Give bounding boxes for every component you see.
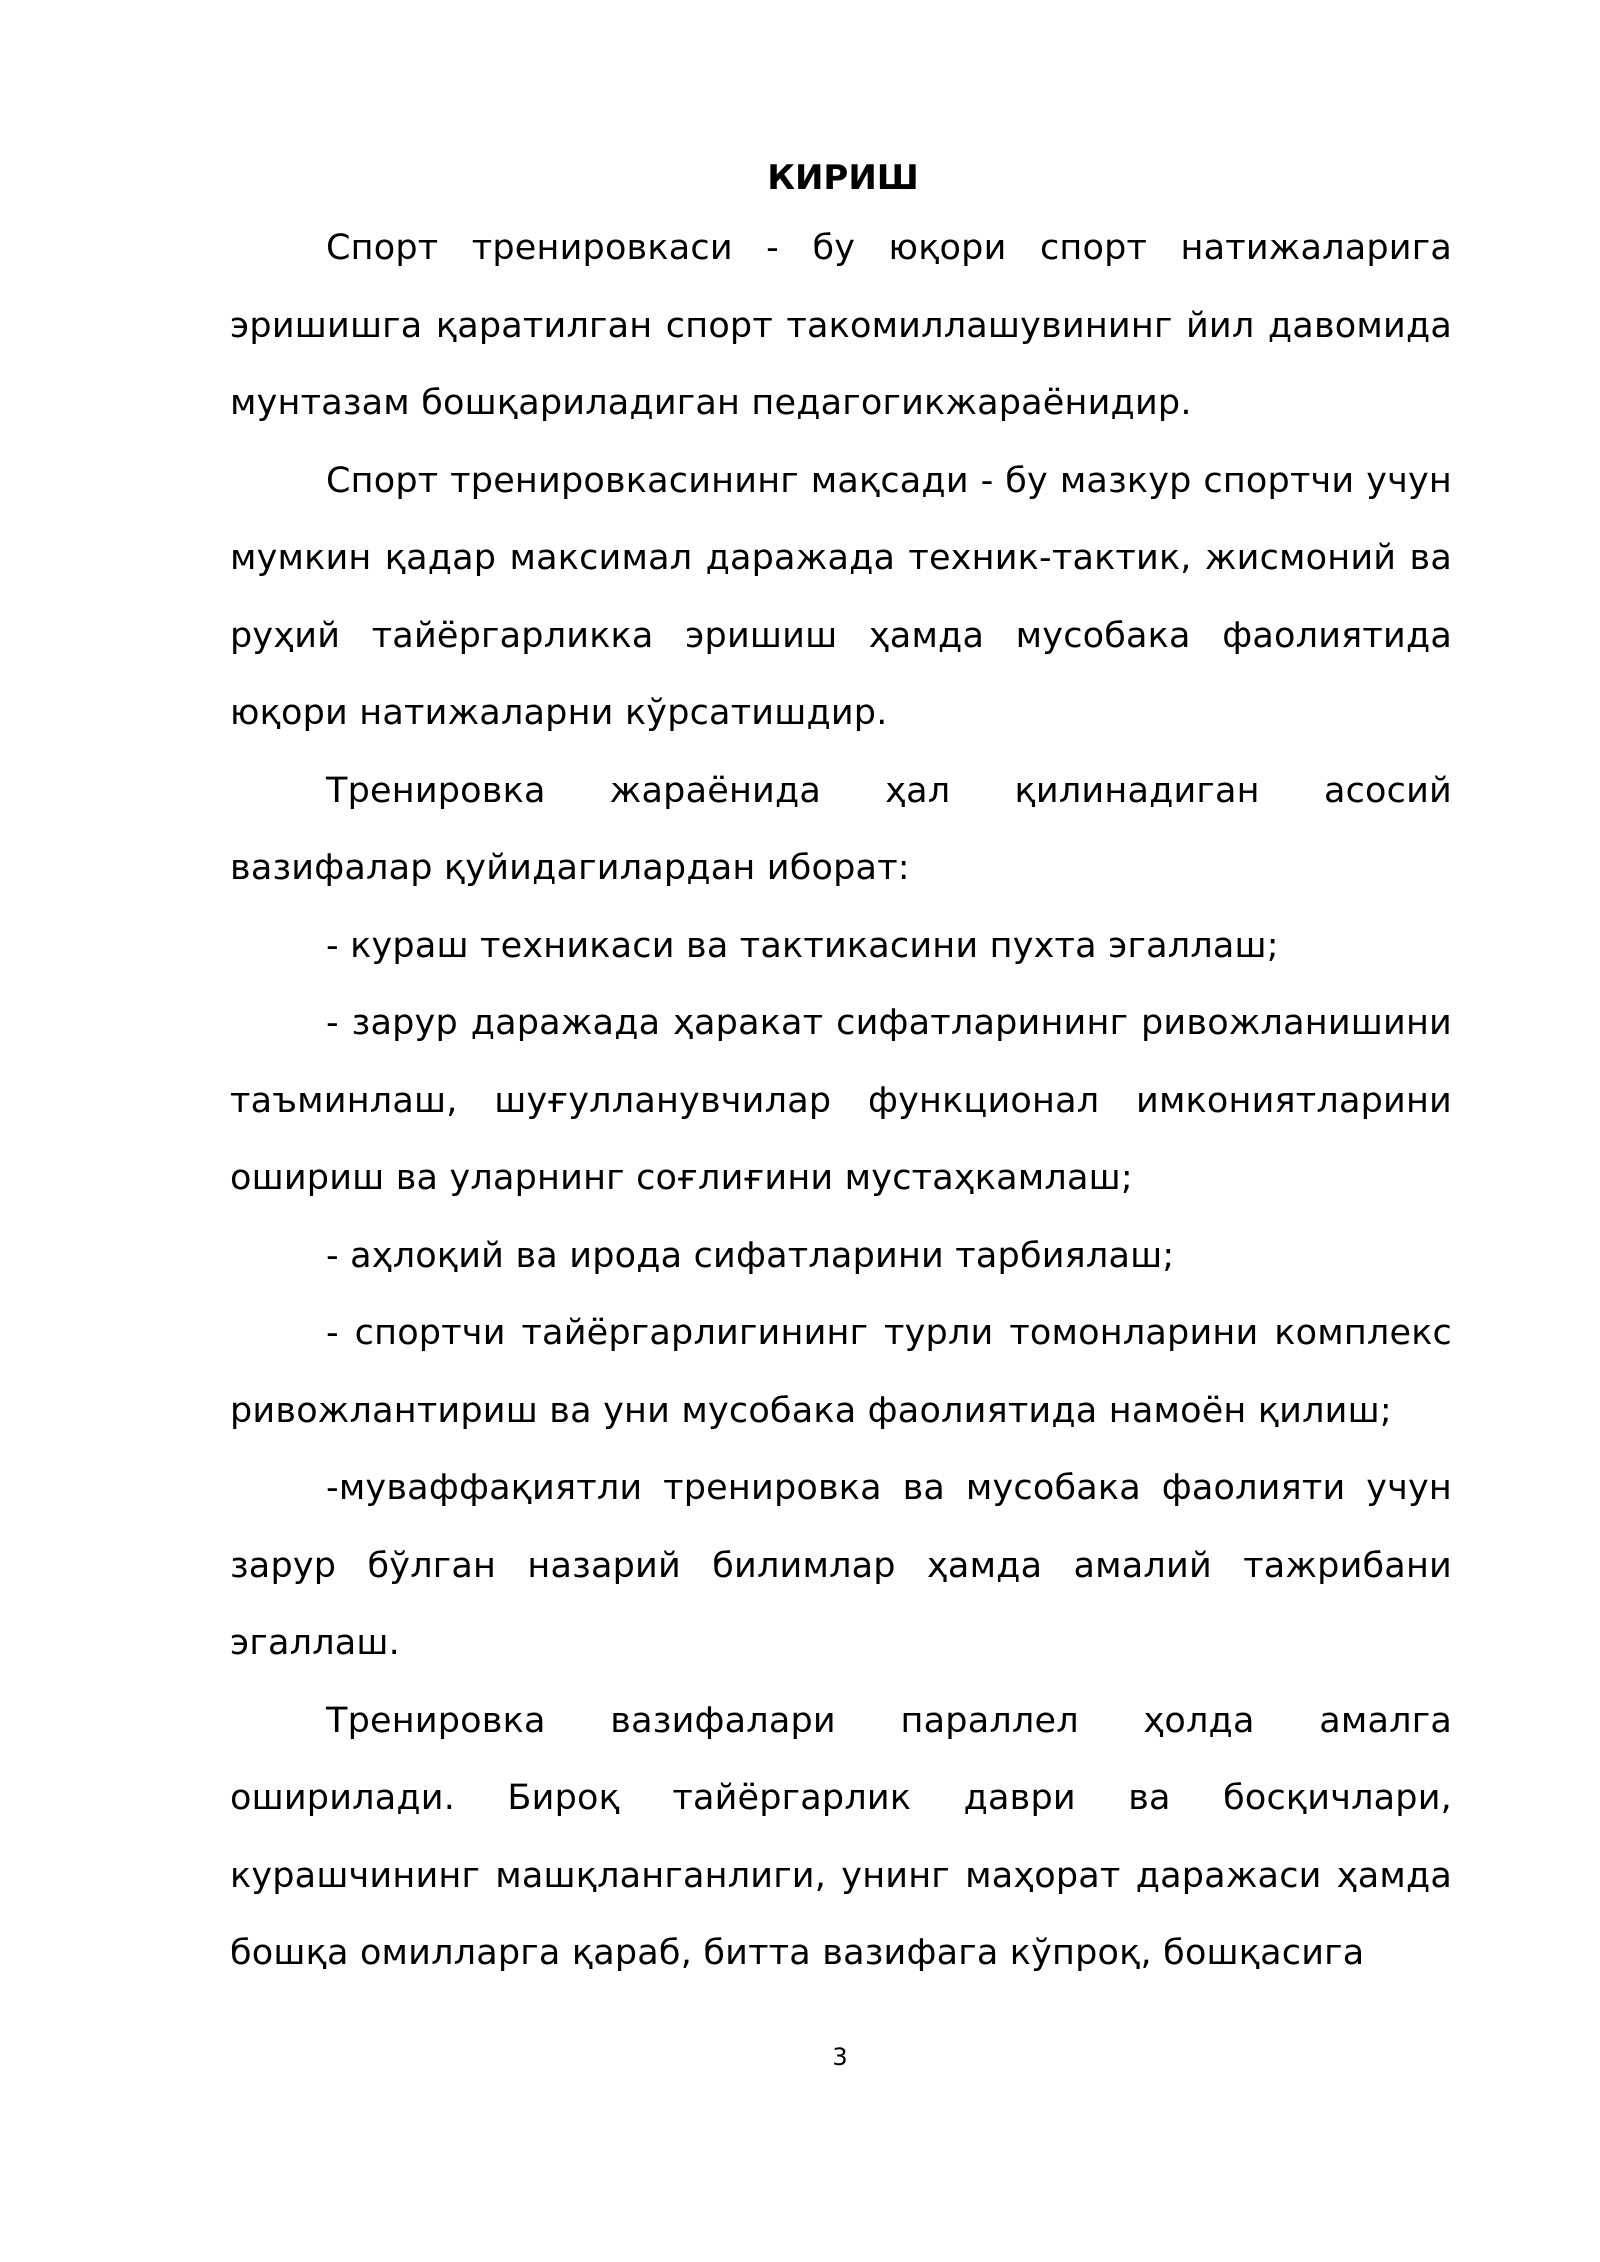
section-heading: КИРИШ: [767, 158, 919, 198]
list-item-technique: - кураш техникаси ва тактикасини пухта эгаллаш;: [326, 925, 1279, 966]
paragraph-goal: Спорт тренировкасининг мақсади - бу мазкур спортчи учун мумкин қадар максимал даражада техник-тактик, жисмоний ва руҳий тайёргарликка эришиш ҳамда мусобака фаолиятида юқори натижаларни кўрсатишдир.: [230, 460, 1452, 733]
list-item-complex-development: - спортчи тайёргарлигининг турли томонларини комплекс ривожлантириш ва уни мусобака фаолиятида намоён қилиш;: [230, 1313, 1452, 1431]
list-item-motor-qualities: - зарур даражада ҳаракат сифатларининг ривожланишини таъминлаш, шуғулланувчилар функционал имкониятларини ошириш ва уларнинг соғлиғини мустаҳкамлаш;: [230, 1003, 1452, 1198]
paragraph-definition: Спорт тренировкаси - бу юқори спорт натижаларига эришишга қаратилган спорт такомиллашувининг йил давомида мунтазам бошқариладиган педагогикжараёнидир.: [230, 228, 1452, 423]
page-number: 3: [832, 2043, 848, 2071]
paragraph-tasks-intro: Тренировка жараёнида ҳал қилинадиган асосий вазифалар қуйидагилардан иборат:: [230, 770, 1452, 888]
list-item-moral-qualities: - аҳлоқий ва ирода сифатларини тарбиялаш;: [326, 1235, 1175, 1276]
list-item-theory-knowledge: -муваффақиятли тренировка ва мусобака фаолияти учун зарур бўлган назарий билимлар ҳамда амалий тажрибани эгаллаш.: [230, 1468, 1452, 1663]
paragraph-parallel-tasks: Тренировка вазифалари параллел ҳолда амалга оширилади. Бироқ тайёргарлик даври ва босқичлари, курашчининг машқланганлиги, унинг маҳорат даражаси ҳамда бошқа омилларга қараб, битта вазифага кўпроқ, бошқасига: [230, 1700, 1452, 1973]
page-content: [230, 150, 1452, 1993]
